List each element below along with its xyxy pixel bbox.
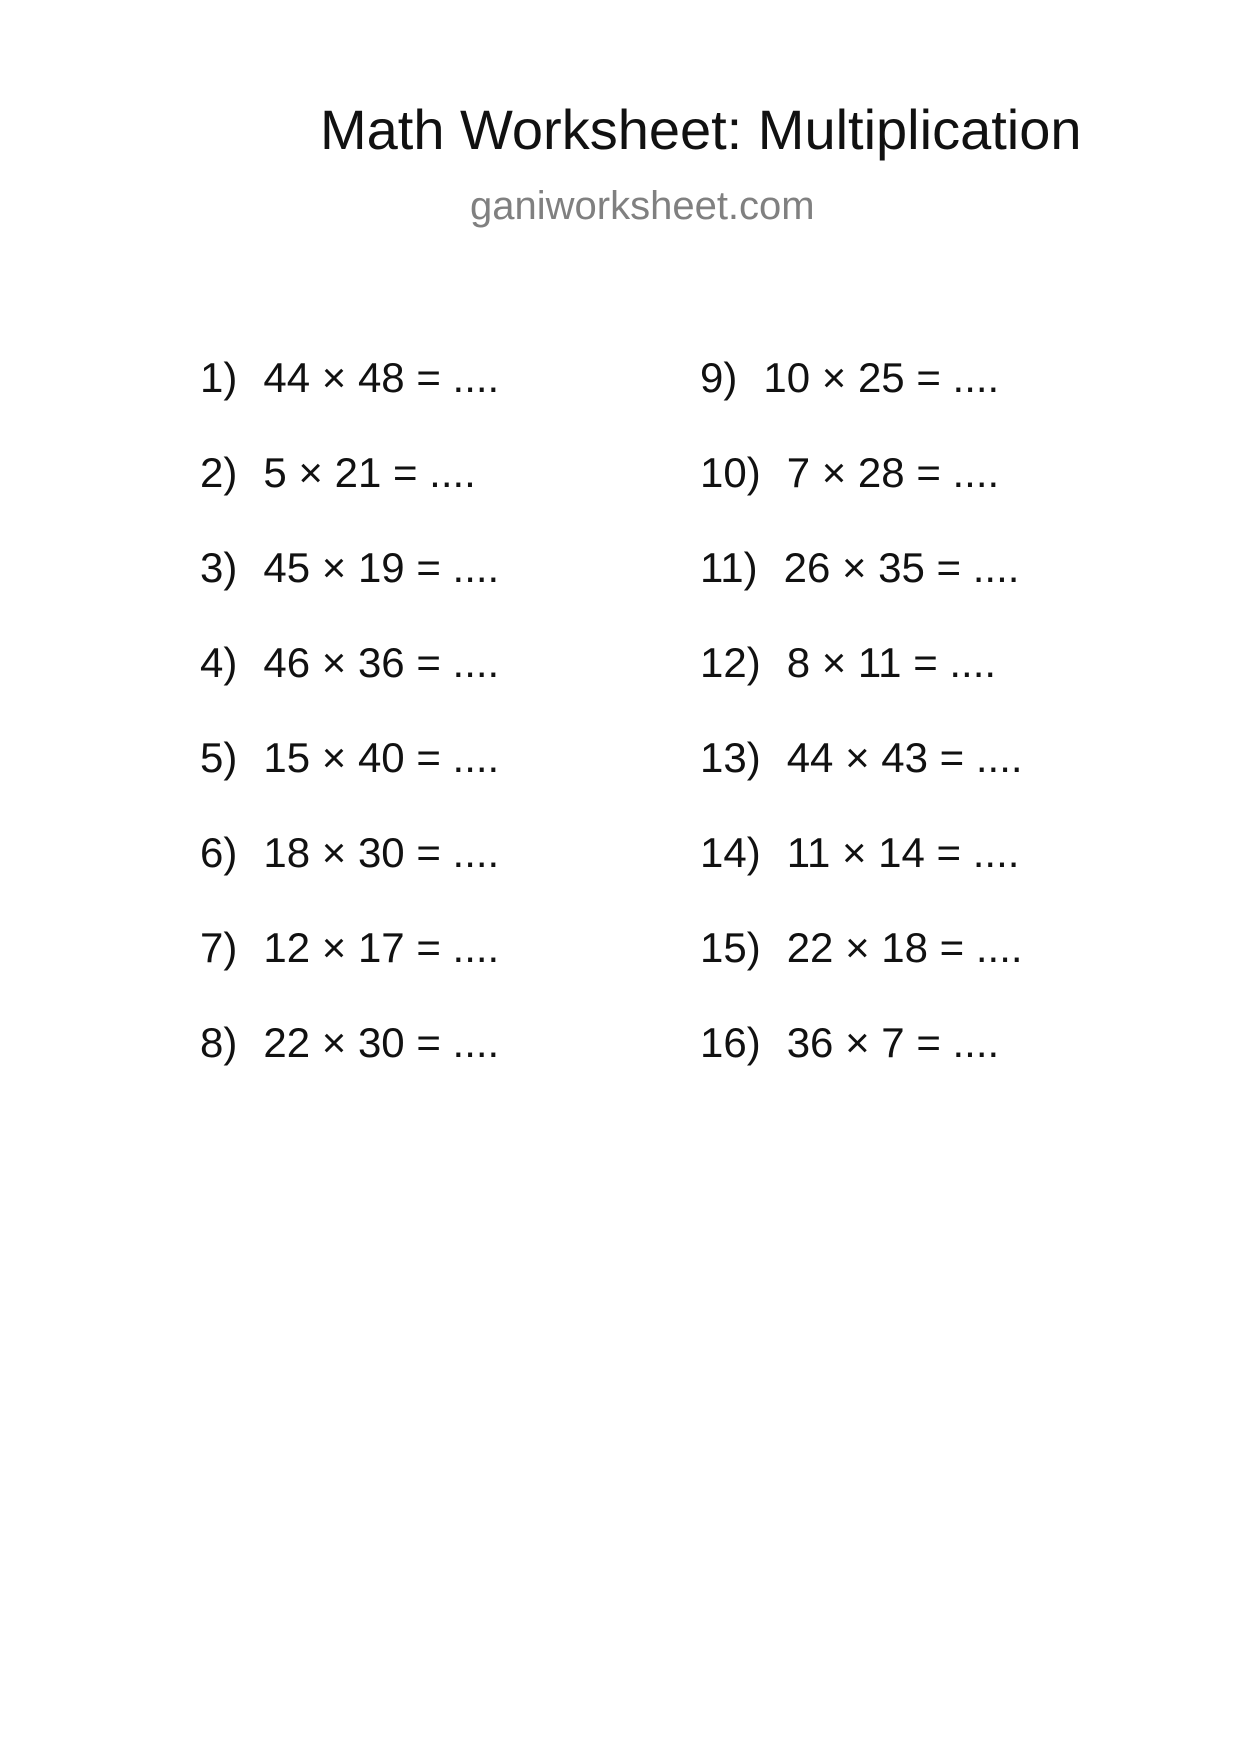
problem-number: 11) (700, 544, 758, 591)
problem-number: 9) (700, 354, 738, 401)
problem-expression: 18 × 30 = .... (263, 829, 500, 876)
problem-item (700, 443, 1023, 538)
problem-item (200, 633, 499, 728)
problem-expression: 44 × 43 = .... (786, 734, 1023, 781)
problem-expression: 5 × 21 = .... (263, 449, 476, 496)
problem-item (200, 823, 499, 918)
problem-item (200, 1013, 499, 1108)
problem-number: 14) (700, 829, 761, 876)
problem-item (200, 918, 499, 1013)
problem-number: 8) (200, 1019, 238, 1066)
problem-number: 7) (200, 924, 238, 971)
problem-item (700, 918, 1023, 1013)
problem-item (700, 538, 1023, 633)
problem-number: 13) (700, 734, 761, 781)
problem-number: 3) (200, 544, 238, 591)
problem-number: 10) (700, 449, 761, 496)
problem-number: 1) (200, 354, 238, 401)
problem-expression: 44 × 48 = .... (263, 354, 500, 401)
problem-item (700, 1013, 1023, 1108)
problem-expression: 7 × 28 = .... (786, 449, 1000, 496)
problem-expression: 22 × 30 = .... (263, 1019, 500, 1066)
site-name: ganiworksheet.com (470, 184, 815, 228)
problem-number: 6) (200, 829, 238, 876)
problem-column-right (700, 348, 1023, 1108)
problem-expression: 12 × 17 = .... (263, 924, 500, 971)
problem-number: 12) (700, 639, 761, 686)
problem-expression: 26 × 35 = .... (783, 544, 1020, 591)
problem-item (200, 443, 499, 538)
problem-expression: 15 × 40 = .... (263, 734, 500, 781)
problem-item (700, 633, 1023, 728)
problem-expression: 36 × 7 = .... (786, 1019, 1000, 1066)
problem-number: 16) (700, 1019, 761, 1066)
problem-column-left (200, 348, 499, 1108)
problem-item (200, 728, 499, 823)
problem-number: 2) (200, 449, 238, 496)
problem-number: 4) (200, 639, 238, 686)
problem-item (700, 348, 1023, 443)
page-title: Math Worksheet: Multiplication (320, 98, 1082, 161)
problem-item (200, 538, 499, 633)
problem-expression: 10 × 25 = .... (763, 354, 1000, 401)
problem-expression: 11 × 14 = .... (786, 829, 1020, 876)
problem-expression: 8 × 11 = .... (786, 639, 997, 686)
problem-item (200, 348, 499, 443)
problem-expression: 46 × 36 = .... (263, 639, 500, 686)
problem-expression: 22 × 18 = .... (786, 924, 1023, 971)
problem-number: 15) (700, 924, 761, 971)
problem-expression: 45 × 19 = .... (263, 544, 500, 591)
problem-number: 5) (200, 734, 238, 781)
problem-item (700, 728, 1023, 823)
problem-item (700, 823, 1023, 918)
